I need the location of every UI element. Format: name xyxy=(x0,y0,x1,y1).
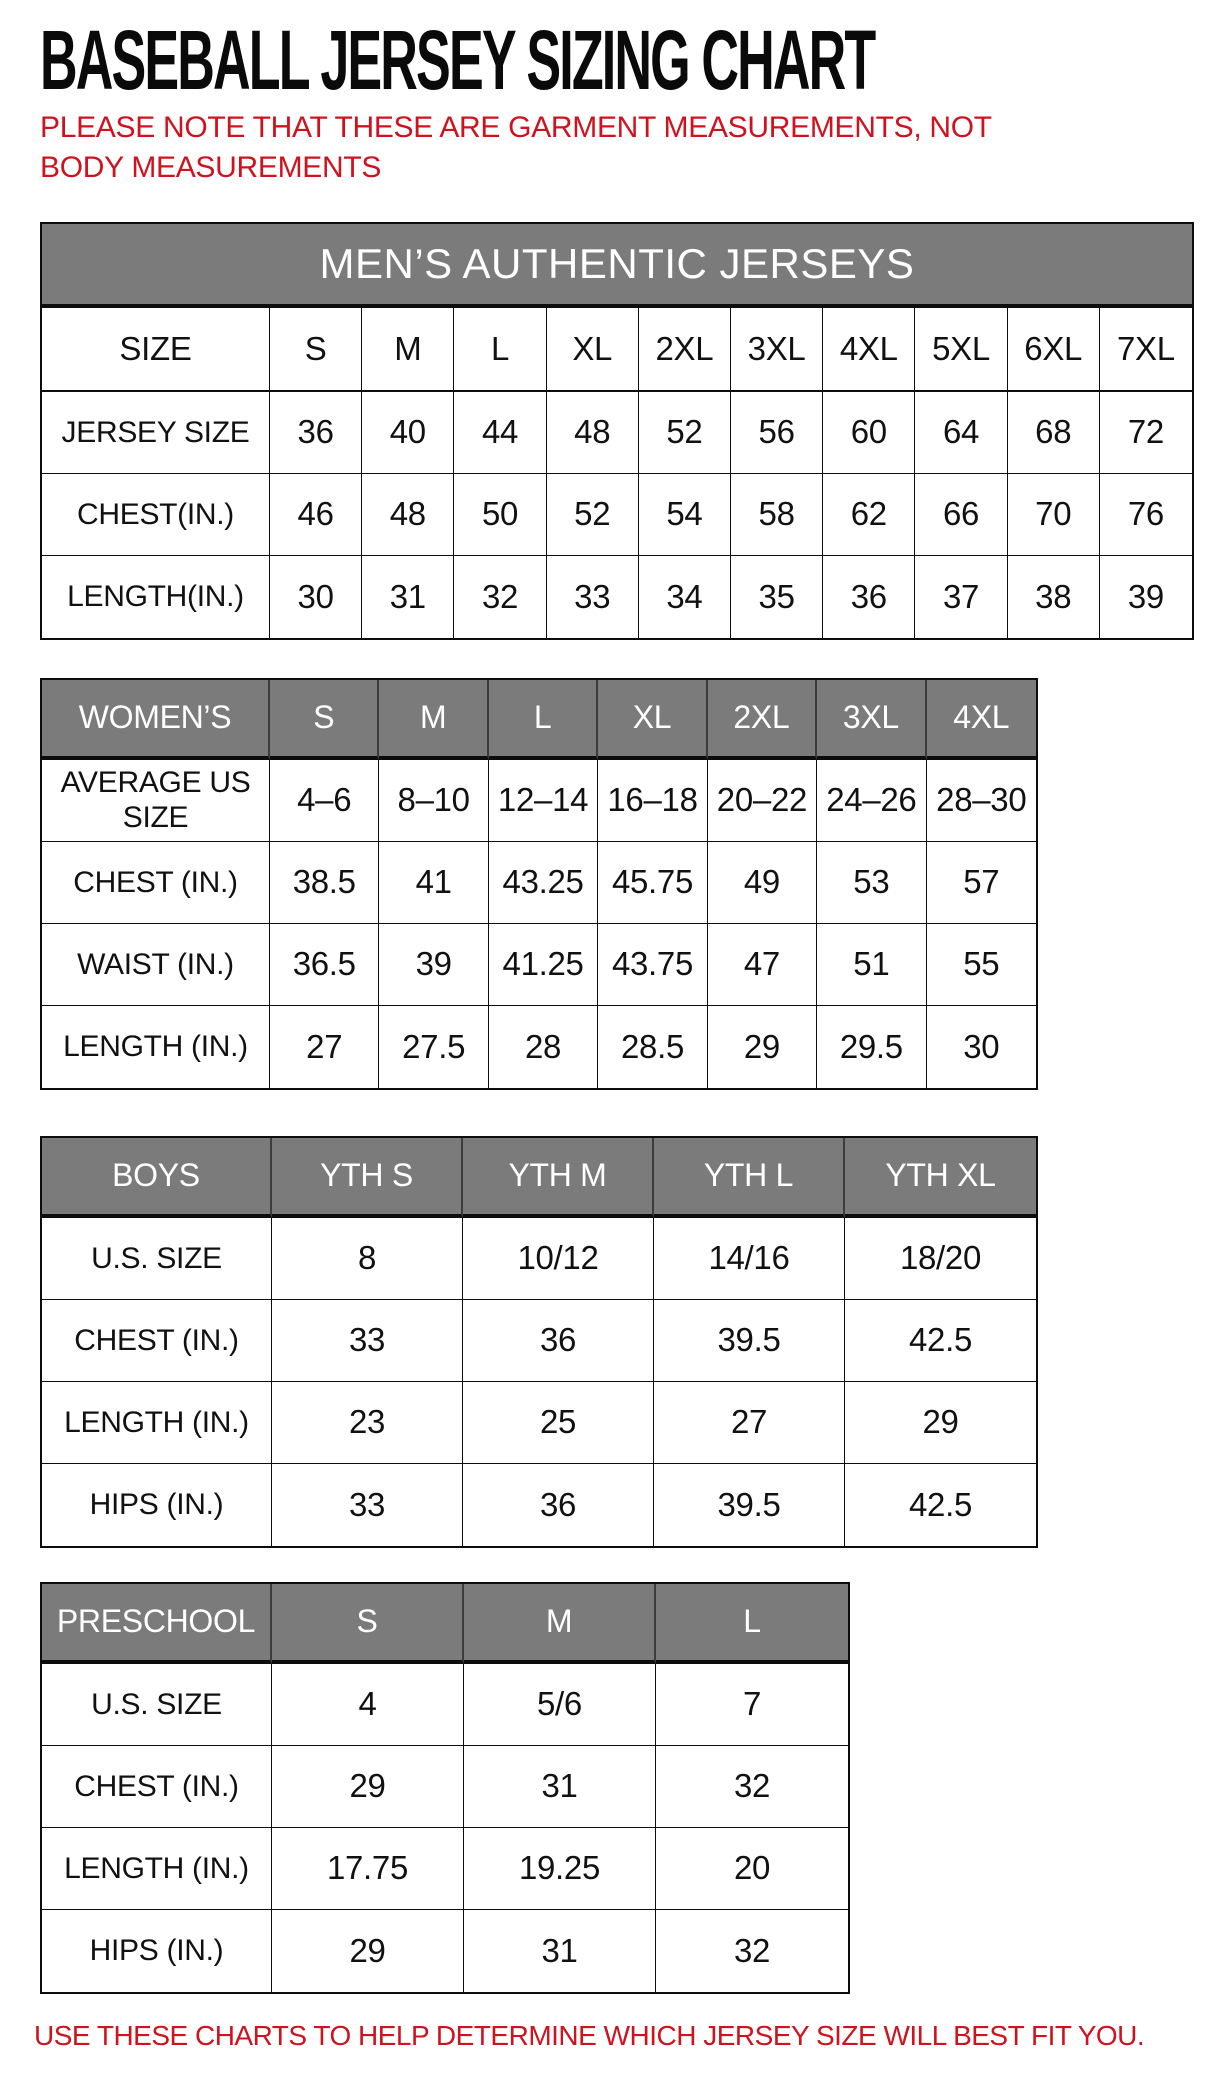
size-header-cell: 5XL xyxy=(915,308,1007,392)
size-value-cell: 48 xyxy=(362,474,454,556)
size-value-cell: 12–14 xyxy=(489,760,598,842)
size-value-cell: 34 xyxy=(639,556,731,638)
size-value-cell: 58 xyxy=(731,474,823,556)
size-value-cell: 55 xyxy=(927,924,1036,1006)
size-value-cell: 18/20 xyxy=(845,1218,1036,1300)
size-value-cell: 66 xyxy=(915,474,1007,556)
size-value-cell: 28 xyxy=(489,1006,598,1088)
size-header-cell: S xyxy=(270,308,362,392)
size-header-cell: YTH L xyxy=(654,1138,845,1218)
size-value-cell: 38.5 xyxy=(270,842,379,924)
row-label-cell: U.S. SIZE xyxy=(42,1664,272,1746)
size-value-cell: 60 xyxy=(823,392,915,474)
size-value-cell: 19.25 xyxy=(464,1828,656,1910)
size-header-cell: 2XL xyxy=(708,680,817,760)
size-value-cell: 41.25 xyxy=(489,924,598,1006)
row-label-cell: JERSEY SIZE xyxy=(42,392,270,474)
size-value-cell: 38 xyxy=(1008,556,1100,638)
size-value-cell: 29 xyxy=(845,1382,1036,1464)
size-value-cell: 29 xyxy=(708,1006,817,1088)
size-value-cell: 14/16 xyxy=(654,1218,845,1300)
size-header-cell: 3XL xyxy=(817,680,926,760)
size-value-cell: 8 xyxy=(272,1218,463,1300)
size-header-cell: 7XL xyxy=(1100,308,1192,392)
size-value-cell: 4–6 xyxy=(270,760,379,842)
size-value-cell: 72 xyxy=(1100,392,1192,474)
size-header-cell: YTH XL xyxy=(845,1138,1036,1218)
size-value-cell: 31 xyxy=(464,1910,656,1992)
size-value-cell: 25 xyxy=(463,1382,654,1464)
row-label-cell: CHEST (IN.) xyxy=(42,842,270,924)
size-value-cell: 33 xyxy=(272,1300,463,1382)
size-value-cell: 53 xyxy=(817,842,926,924)
size-value-cell: 43.75 xyxy=(598,924,707,1006)
size-value-cell: 32 xyxy=(656,1746,848,1828)
size-value-cell: 10/12 xyxy=(463,1218,654,1300)
womens-size-table xyxy=(40,678,1038,1090)
size-header-cell: M xyxy=(464,1584,656,1664)
size-value-cell: 33 xyxy=(272,1464,463,1546)
size-value-cell: 40 xyxy=(362,392,454,474)
size-value-cell: 32 xyxy=(656,1910,848,1992)
garment-measurements-note: PLEASE NOTE THAT THESE ARE GARMENT MEASUREMENTS, NOT BODY MEASUREMENTS xyxy=(40,111,992,184)
row-label-cell: CHEST(IN.) xyxy=(42,474,270,556)
size-value-cell: 39 xyxy=(379,924,488,1006)
size-value-cell: 29 xyxy=(272,1746,464,1828)
size-value-cell: 39 xyxy=(1100,556,1192,638)
size-value-cell: 16–18 xyxy=(598,760,707,842)
size-value-cell: 48 xyxy=(547,392,639,474)
size-value-cell: 28.5 xyxy=(598,1006,707,1088)
size-header-cell: 3XL xyxy=(731,308,823,392)
size-value-cell: 46 xyxy=(270,474,362,556)
row-label-cell: LENGTH (IN.) xyxy=(42,1828,272,1910)
size-value-cell: 43.25 xyxy=(489,842,598,924)
size-header-cell: M xyxy=(379,680,488,760)
preschool-size-table xyxy=(40,1582,850,1994)
size-value-cell: 49 xyxy=(708,842,817,924)
size-header-cell: XL xyxy=(598,680,707,760)
size-header-cell: XL xyxy=(547,308,639,392)
size-value-cell: 39.5 xyxy=(654,1464,845,1546)
size-value-cell: 20 xyxy=(656,1828,848,1910)
size-value-cell: 5/6 xyxy=(464,1664,656,1746)
size-header-cell: 2XL xyxy=(639,308,731,392)
size-value-cell: 4 xyxy=(272,1664,464,1746)
size-value-cell: 29 xyxy=(272,1910,464,1992)
size-value-cell: 28–30 xyxy=(927,760,1036,842)
size-value-cell: 52 xyxy=(639,392,731,474)
size-header-cell: L xyxy=(656,1584,848,1664)
row-label-cell: HIPS (IN.) xyxy=(42,1910,272,1992)
table-title-cell: SIZE xyxy=(42,308,270,392)
size-value-cell: 8–10 xyxy=(379,760,488,842)
size-value-cell: 30 xyxy=(270,556,362,638)
table-title-cell: BOYS xyxy=(42,1138,272,1218)
size-header-cell: 6XL xyxy=(1008,308,1100,392)
size-value-cell: 42.5 xyxy=(845,1300,1036,1382)
size-header-cell: S xyxy=(270,680,379,760)
size-value-cell: 70 xyxy=(1008,474,1100,556)
size-value-cell: 68 xyxy=(1008,392,1100,474)
size-header-cell: 4XL xyxy=(823,308,915,392)
size-value-cell: 20–22 xyxy=(708,760,817,842)
size-value-cell: 36 xyxy=(823,556,915,638)
size-value-cell: 39.5 xyxy=(654,1300,845,1382)
size-value-cell: 27 xyxy=(270,1006,379,1088)
row-label-cell: LENGTH(IN.) xyxy=(42,556,270,638)
size-value-cell: 27 xyxy=(654,1382,845,1464)
table-title-cell: PRESCHOOL xyxy=(42,1584,272,1664)
size-value-cell: 24–26 xyxy=(817,760,926,842)
size-value-cell: 76 xyxy=(1100,474,1192,556)
row-label-cell: U.S. SIZE xyxy=(42,1218,272,1300)
size-value-cell: 29.5 xyxy=(817,1006,926,1088)
size-header-cell: S xyxy=(272,1584,464,1664)
size-value-cell: 36.5 xyxy=(270,924,379,1006)
table-banner: MEN’S AUTHENTIC JERSEYS xyxy=(42,224,1192,308)
size-value-cell: 33 xyxy=(547,556,639,638)
row-label-cell: LENGTH (IN.) xyxy=(42,1006,270,1088)
size-value-cell: 30 xyxy=(927,1006,1036,1088)
size-value-cell: 54 xyxy=(639,474,731,556)
size-value-cell: 32 xyxy=(454,556,546,638)
size-value-cell: 23 xyxy=(272,1382,463,1464)
row-label-cell: CHEST (IN.) xyxy=(42,1746,272,1828)
size-value-cell: 31 xyxy=(362,556,454,638)
size-header-cell: YTH S xyxy=(272,1138,463,1218)
size-value-cell: 45.75 xyxy=(598,842,707,924)
row-label-cell: HIPS (IN.) xyxy=(42,1464,272,1546)
size-value-cell: 41 xyxy=(379,842,488,924)
size-value-cell: 17.75 xyxy=(272,1828,464,1910)
size-value-cell: 51 xyxy=(817,924,926,1006)
page-title: BASEBALL JERSEY SIZING CHART xyxy=(40,13,875,107)
size-value-cell: 44 xyxy=(454,392,546,474)
size-value-cell: 36 xyxy=(463,1300,654,1382)
size-value-cell: 64 xyxy=(915,392,1007,474)
row-label-cell: WAIST (IN.) xyxy=(42,924,270,1006)
mens-authentic-jerseys-table xyxy=(40,222,1194,640)
size-value-cell: 35 xyxy=(731,556,823,638)
size-value-cell: 36 xyxy=(270,392,362,474)
size-header-cell: L xyxy=(454,308,546,392)
footer-note: USE THESE CHARTS TO HELP DETERMINE WHICH JERSEY SIZE WILL BEST FIT YOU. xyxy=(34,2019,1145,2051)
size-value-cell: 37 xyxy=(915,556,1007,638)
row-label-cell: AVERAGE US SIZE xyxy=(42,760,270,842)
size-value-cell: 27.5 xyxy=(379,1006,488,1088)
size-header-cell: L xyxy=(489,680,598,760)
size-value-cell: 62 xyxy=(823,474,915,556)
size-header-cell: YTH M xyxy=(463,1138,654,1218)
size-value-cell: 56 xyxy=(731,392,823,474)
size-header-cell: M xyxy=(362,308,454,392)
size-value-cell: 42.5 xyxy=(845,1464,1036,1546)
size-value-cell: 36 xyxy=(463,1464,654,1546)
size-header-cell: 4XL xyxy=(927,680,1036,760)
size-value-cell: 31 xyxy=(464,1746,656,1828)
boys-size-table xyxy=(40,1136,1038,1548)
size-value-cell: 47 xyxy=(708,924,817,1006)
size-value-cell: 57 xyxy=(927,842,1036,924)
table-title-cell: WOMEN’S xyxy=(42,680,270,760)
row-label-cell: CHEST (IN.) xyxy=(42,1300,272,1382)
row-label-cell: LENGTH (IN.) xyxy=(42,1382,272,1464)
size-value-cell: 7 xyxy=(656,1664,848,1746)
size-value-cell: 52 xyxy=(547,474,639,556)
size-value-cell: 50 xyxy=(454,474,546,556)
